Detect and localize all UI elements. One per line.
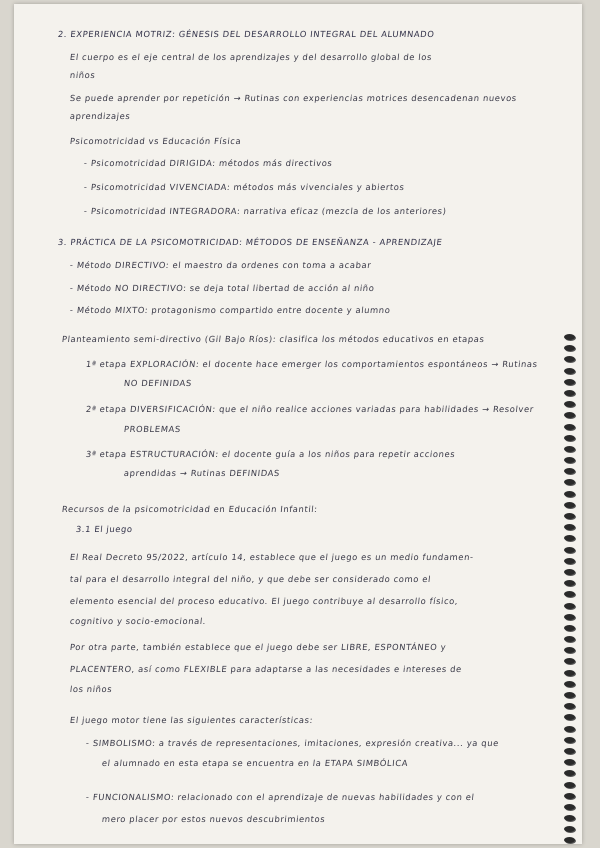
- text-line: Recursos de la psicomotricidad en Educación Infantil:: [61, 504, 319, 514]
- spiral-ring: [564, 401, 575, 407]
- text-line: PLACENTERO, así como FLEXIBLE para adaptarse a las necesidades e intereses de: [69, 664, 463, 674]
- text-line: - Psicomotricidad DIRIGIDA: métodos más directivos: [83, 158, 333, 168]
- section-2-heading: 2. EXPERIENCIA MOTRIZ: GÉNESIS DEL DESARROLLO INTEGRAL DEL ALUMNADO: [57, 29, 435, 39]
- spiral-ring: [564, 658, 575, 664]
- spiral-ring: [564, 681, 575, 687]
- spiral-ring: [564, 837, 575, 843]
- text-line: niños: [69, 70, 96, 80]
- spiral-ring: [564, 614, 575, 620]
- text-line: - FUNCIONALISMO: relacionado con el aprendizaje de nuevas habilidades y con el: [85, 792, 476, 802]
- spiral-ring: [564, 524, 575, 530]
- spiral-ring: [564, 580, 575, 586]
- spiral-ring: [564, 625, 575, 631]
- text-line: 1ª etapa EXPLORACIÓN: el docente hace emerger los comportamientos espontáneos → Rutinas: [85, 359, 539, 369]
- spiral-ring: [564, 692, 575, 698]
- text-line: - SIMBOLISMO: a través de representaciones, imitaciones, expresión creativa... ya que: [85, 738, 500, 748]
- spiral-ring: [564, 591, 575, 597]
- spiral-ring: [564, 647, 575, 653]
- text-line: los niños: [69, 684, 113, 694]
- subsection-heading: 3.1 El juego: [75, 524, 134, 534]
- spiral-ring: [564, 759, 575, 765]
- text-line: - Método DIRECTIVO: el maestro da ordenes con toma a acabar: [69, 260, 372, 270]
- spiral-ring: [564, 726, 575, 732]
- text-line: - Psicomotricidad INTEGRADORA: narrativa eficaz (mezcla de los anteriores): [83, 206, 448, 216]
- text-line: NO DEFINIDAS: [123, 378, 193, 388]
- notebook-page: [14, 4, 582, 844]
- spiral-ring: [564, 603, 575, 609]
- spiral-ring: [564, 782, 575, 788]
- spiral-ring: [564, 412, 575, 418]
- text-line: El Real Decreto 95/2022, artículo 14, establece que el juego es un medio fundamen-: [69, 552, 475, 562]
- text-line: - Método MIXTO: protagonismo compartido entre docente y alumno: [69, 305, 392, 315]
- text-line: 2ª etapa DIVERSIFICACIÓN: que el niño realice acciones variadas para habilidades → Resolver: [85, 404, 535, 414]
- text-line: - Psicomotricidad VIVENCIADA: métodos más vivenciales y abiertos: [83, 182, 406, 192]
- spiral-ring: [564, 569, 575, 575]
- spiral-ring: [564, 435, 575, 441]
- spiral-ring: [564, 457, 575, 463]
- spiral-ring: [564, 636, 575, 642]
- spiral-ring: [564, 535, 575, 541]
- text-line: aprendidas → Rutinas DEFINIDAS: [123, 468, 281, 478]
- text-line: aprendizajes: [69, 111, 131, 121]
- spiral-ring: [564, 368, 575, 374]
- spiral-ring: [564, 748, 575, 754]
- spiral-ring: [564, 670, 575, 676]
- text-line: tal para el desarrollo integral del niño, y que debe ser considerado como el: [69, 574, 432, 584]
- spiral-binding: [564, 334, 578, 844]
- spiral-ring: [564, 334, 575, 340]
- spiral-ring: [564, 479, 575, 485]
- spiral-ring: [564, 793, 575, 799]
- spiral-ring: [564, 345, 575, 351]
- text-line: PROBLEMAS: [123, 424, 182, 434]
- spiral-ring: [564, 356, 575, 362]
- spiral-ring: [564, 547, 575, 553]
- spiral-ring: [564, 468, 575, 474]
- spiral-ring: [564, 513, 575, 519]
- spiral-ring: [564, 446, 575, 452]
- spiral-ring: [564, 424, 575, 430]
- spiral-ring: [564, 502, 575, 508]
- spiral-ring: [564, 826, 575, 832]
- text-line: cognitivo y socio-emocional.: [69, 616, 207, 626]
- spiral-ring: [564, 379, 575, 385]
- text-line: - Método NO DIRECTIVO: se deja total libertad de acción al niño: [69, 283, 376, 293]
- spiral-ring: [564, 703, 575, 709]
- text-line: elemento esencial del proceso educativo. El juego contribuye al desarrollo físico,: [69, 596, 459, 606]
- spiral-ring: [564, 804, 575, 810]
- spiral-ring: [564, 390, 575, 396]
- text-line: Planteamiento semi-directivo (Gil Bajo Ríos): clasifica los métodos educativos en etapas: [61, 334, 486, 344]
- spiral-ring: [564, 815, 575, 821]
- spiral-ring: [564, 770, 575, 776]
- text-line: Se puede aprender por repetición → Rutinas con experiencias motrices desencadenan nuevos: [69, 93, 518, 103]
- spiral-ring: [564, 558, 575, 564]
- spiral-ring: [564, 714, 575, 720]
- text-line: El cuerpo es el eje central de los aprendizajes y del desarrollo global de los: [69, 52, 433, 62]
- spiral-ring: [564, 737, 575, 743]
- text-line: 3ª etapa ESTRUCTURACIÓN: el docente guía a los niños para repetir acciones: [85, 449, 456, 459]
- section-3-heading: 3. PRÁCTICA DE LA PSICOMOTRICIDAD: MÉTODOS DE ENSEÑANZA - APRENDIZAJE: [57, 237, 443, 247]
- text-line: mero placer por estos nuevos descubrimientos: [101, 814, 326, 824]
- spiral-ring: [564, 491, 575, 497]
- text-line: el alumnado en esta etapa se encuentra en la ETAPA SIMBÓLICA: [101, 758, 409, 768]
- text-line: El juego motor tiene las siguientes características:: [69, 715, 314, 725]
- text-line: Psicomotricidad vs Educación Física: [69, 136, 242, 146]
- text-line: Por otra parte, también establece que el juego debe ser LIBRE, ESPONTÁNEO y: [69, 642, 447, 652]
